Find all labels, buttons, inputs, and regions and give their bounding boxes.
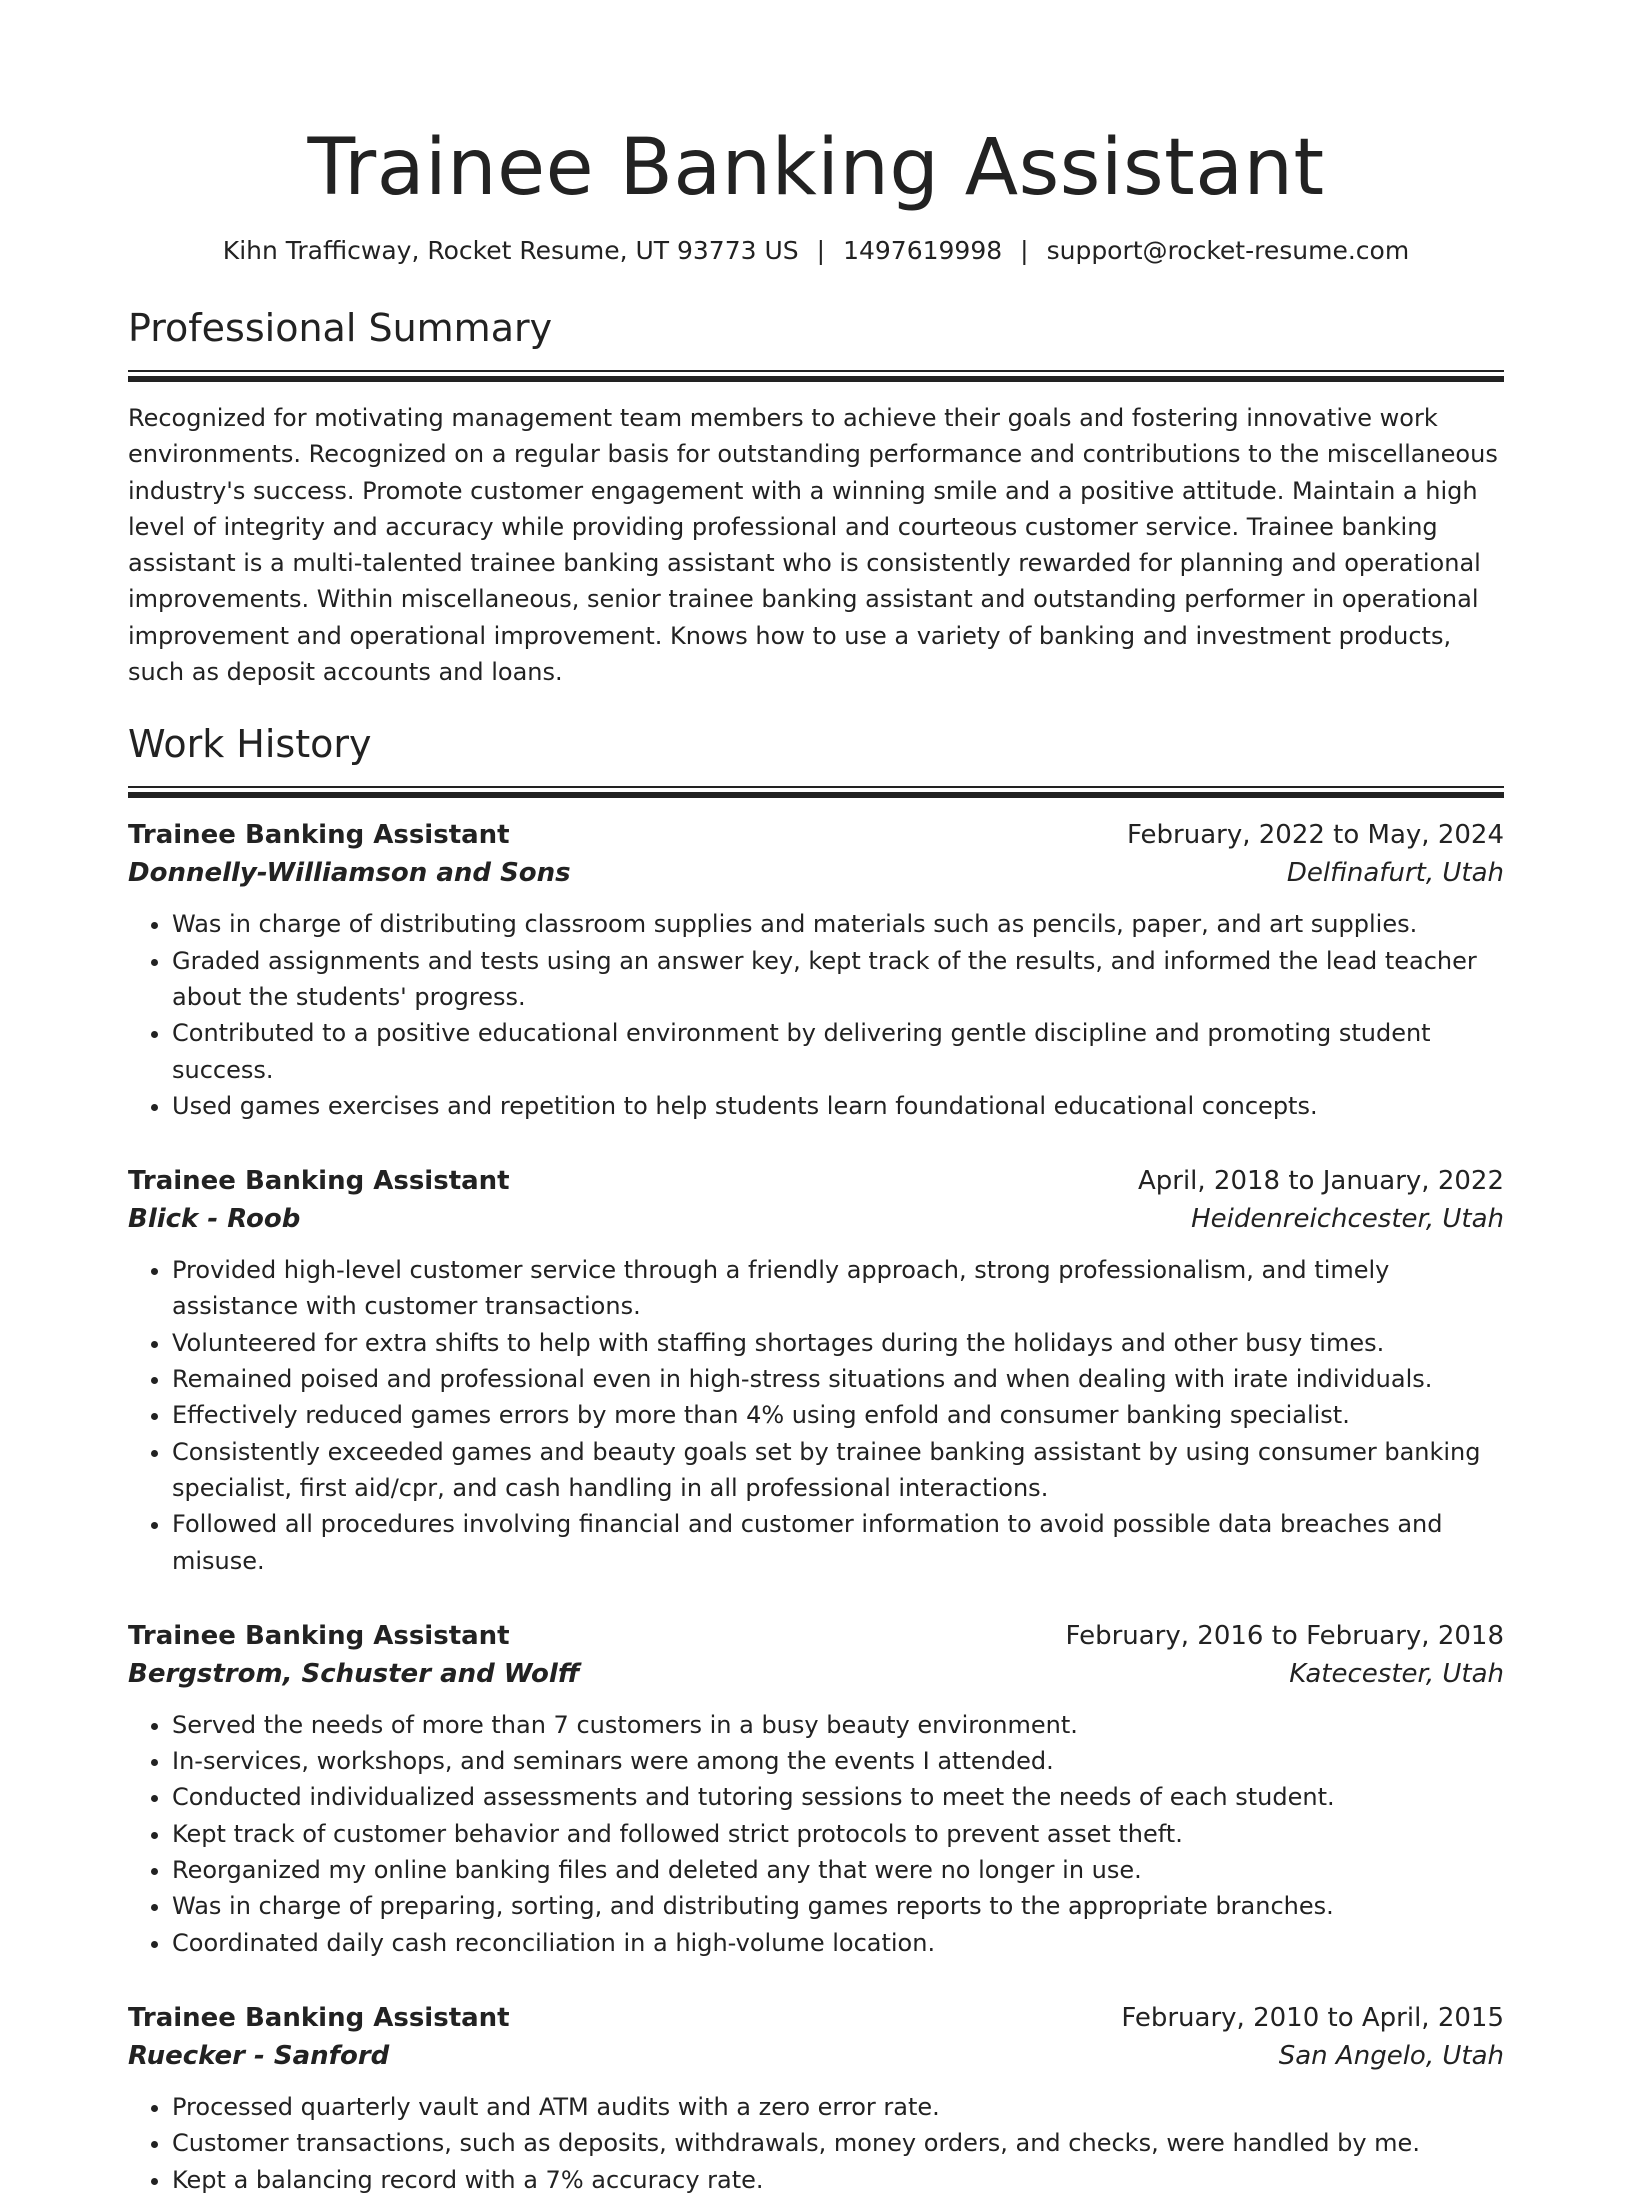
job-location: Delfinafurt, Utah xyxy=(1286,858,1504,889)
work-history-section xyxy=(128,720,1504,2197)
section-divider xyxy=(128,786,1504,798)
job-dates: February, 2010 to April, 2015 xyxy=(1121,2002,1504,2033)
contact-address: Kihn Trafficway, Rocket Resume, UT 93773 US xyxy=(222,236,799,265)
job-bullet: • Used games exercises and repetition to help students learn foundational educational concepts. xyxy=(172,1088,1504,1124)
job-bullet: • Customer transactions, such as deposits, withdrawals, money orders, and checks, were handled by me. xyxy=(172,2125,1504,2161)
job-location: Katecester, Utah xyxy=(1289,1658,1504,1689)
job-bullet: • Kept track of customer behavior and followed strict protocols to prevent asset theft. xyxy=(172,1816,1504,1852)
job-bullet: • Remained poised and professional even in high-stress situations and when dealing with irate individuals. xyxy=(172,1361,1504,1397)
contact-email: support@rocket-resume.com xyxy=(1046,236,1410,265)
job-bullets xyxy=(128,1707,1504,1961)
job-company: Ruecker - Sanford xyxy=(128,2040,390,2071)
job-location: San Angelo, Utah xyxy=(1278,2040,1504,2071)
job-title: Trainee Banking Assistant xyxy=(128,1620,510,1651)
resume-name: Trainee Banking Assistant xyxy=(307,123,1325,213)
job-company-row xyxy=(128,2037,1504,2075)
job-entry xyxy=(128,1617,1504,1961)
job-title: Trainee Banking Assistant xyxy=(128,2002,510,2033)
job-bullets xyxy=(128,906,1504,1124)
job-entry xyxy=(128,1162,1504,1579)
job-bullet: • Was in charge of preparing, sorting, and distributing games reports to the appropriate branches. xyxy=(172,1888,1504,1924)
job-bullet: • Graded assignments and tests using an answer key, kept track of the results, and informed the lead teacher about the students' progress. xyxy=(172,943,1504,1016)
job-title: Trainee Banking Assistant xyxy=(128,820,510,851)
job-dates: April, 2018 to January, 2022 xyxy=(1137,1166,1504,1197)
job-entry xyxy=(128,816,1504,1124)
section-title-work: Work History xyxy=(128,722,372,767)
job-location: Heidenreichcester, Utah xyxy=(1191,1204,1504,1235)
job-bullet: • Reorganized my online banking files and deleted any that were no longer in use. xyxy=(172,1852,1504,1888)
job-company-row xyxy=(128,1200,1504,1238)
job-bullet: • Kept a balancing record with a 7% accuracy rate. xyxy=(172,2162,1504,2198)
job-company-row xyxy=(128,1655,1504,1693)
contact-phone: 1497619998 xyxy=(843,236,1003,265)
job-bullet: • Contributed to a positive educational environment by delivering gentle discipline and promoting student success. xyxy=(172,1015,1504,1088)
contact-line xyxy=(128,234,1504,268)
job-dates: February, 2022 to May, 2024 xyxy=(1127,820,1504,851)
job-dates: February, 2016 to February, 2018 xyxy=(1065,1620,1504,1651)
job-company: Bergstrom, Schuster and Wolff xyxy=(128,1658,580,1689)
job-bullet: • Processed quarterly vault and ATM audits with a zero error rate. xyxy=(172,2089,1504,2125)
job-company: Blick - Roob xyxy=(128,1204,301,1235)
job-header-row xyxy=(128,816,1504,854)
job-bullet: • Served the needs of more than 7 customers in a busy beauty environment. xyxy=(172,1707,1504,1743)
job-bullet: • In-services, workshops, and seminars were among the events I attended. xyxy=(172,1743,1504,1779)
job-bullet: • Coordinated daily cash reconciliation in a high-volume location. xyxy=(172,1925,1504,1961)
summary-text: Recognized for motivating management team members to achieve their goals and fostering innovative work environments. Recognized on a regular basis for outstanding performance and contributions to the miscellaneous industry's success. Promote customer engagement with a winning smile and a positive attitude. Maintain a high level of integrity and accuracy while providing professional and courteous customer service. Trainee banking assistant is a multi-talented trainee banking assistant who is consistently rewarded for planning and operational improvements. Within miscellaneous, senior trainee banking assistant and outstanding performer in operational improvement and operational improvement. Knows how to use a variety of banking and investment products, such as deposit accounts and loans. xyxy=(128,404,1498,687)
job-bullet: • Conducted individualized assessments and tutoring sessions to meet the needs of each student. xyxy=(172,1779,1504,1815)
job-company: Donnelly-Williamson and Sons xyxy=(128,858,571,889)
job-bullet: • Effectively reduced games errors by more than 4% using enfold and consumer banking specialist. xyxy=(172,1397,1504,1433)
job-bullet: • Was in charge of distributing classroom supplies and materials such as pencils, paper, and art supplies. xyxy=(172,906,1504,942)
job-header-row xyxy=(128,1617,1504,1655)
job-header-row xyxy=(128,1999,1504,2037)
job-title: Trainee Banking Assistant xyxy=(128,1166,510,1197)
job-bullet: • Followed all procedures involving financial and customer information to avoid possible data breaches and misuse. xyxy=(172,1506,1504,1579)
job-bullets xyxy=(128,2089,1504,2198)
job-company-row xyxy=(128,854,1504,892)
job-bullets xyxy=(128,1252,1504,1579)
section-divider xyxy=(128,370,1504,382)
professional-summary-section xyxy=(128,304,1504,690)
job-header-row xyxy=(128,1162,1504,1200)
job-bullet: • Provided high-level customer service through a friendly approach, strong professionalism, and timely assistance with customer transactions. xyxy=(172,1252,1504,1325)
contact-separator: | xyxy=(1020,236,1029,265)
section-title-summary: Professional Summary xyxy=(128,306,553,350)
contact-separator: | xyxy=(816,236,826,265)
job-bullet: • Volunteered for extra shifts to help with staffing shortages during the holidays and other busy times. xyxy=(172,1325,1504,1361)
job-entry xyxy=(128,1999,1504,2198)
job-bullet: • Consistently exceeded games and beauty goals set by trainee banking assistant by using consumer banking specialist, first aid/cpr, and cash handling in all professional interactions. xyxy=(172,1434,1504,1507)
